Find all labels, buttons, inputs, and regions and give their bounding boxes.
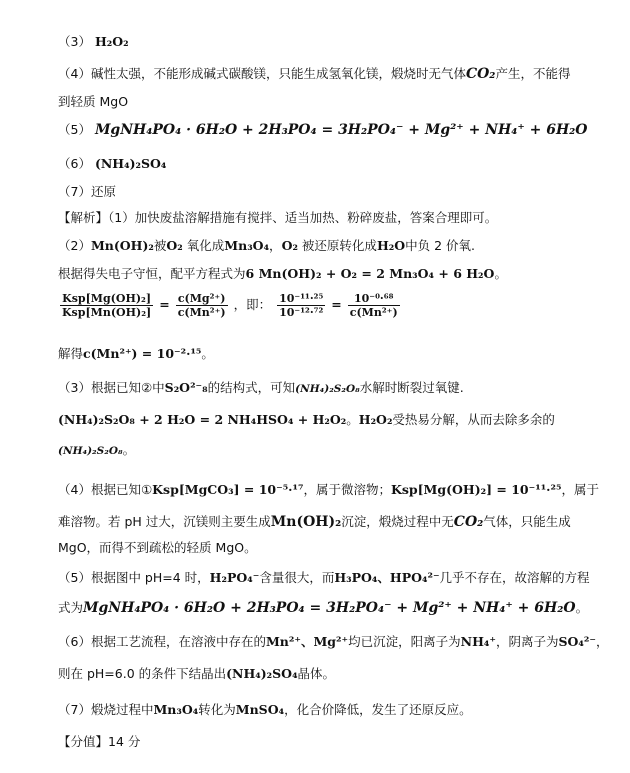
analysis-part-6: （6）根据工艺流程，在溶液中存在的Mn²⁺、Mg²⁺均已沉淀，阳离子为NH₄⁺，阴离子为SO₄²⁻， [58,634,609,649]
power-ratio-fraction: $\frac{\text{10⁻¹¹·²⁵}}{\text{10⁻¹²·⁷²}}$ [279,292,324,319]
analysis-part-5-equation: 式为MgNH₄PO₄ · 6H₂O + 2H₃PO₄ = 3H₂PO₄⁻ + Mg²⁺ + NH₄⁺ + 6H₂O。 [58,600,589,616]
score-value: 14 分 [108,734,141,749]
answer-7: （7）还原 [58,184,116,199]
analysis-part-2-fraction: $\frac{\text{Ksp[Mg(OH)₂]}}{\text{Ksp[Mn(OH)₂]}}$ = $\frac{\text{c(Mg²⁺)}}{\text{c(Mn²⁺)}}$ ，即： $\frac{\text{10⁻¹¹·²⁵}}{\text{10⁻¹²·⁷²}}$ = $\frac{\text{10⁻⁰·⁶⁸}}{\text{c(Mn²⁺)}}$ [62,292,398,319]
analysis-tag: 【解析】 [58,210,109,225]
analysis-part-6-cont: 则在 pH=6.0 的条件下结晶出(NH₄)₂SO₄晶体。 [58,666,336,681]
analysis-part-3-equation: (NH₄)₂S₂O₈ + 2 H₂O = 2 NH₄HSO₄ + H₂O₂。H₂O₂受热易分解，从而去除多余的 [58,412,555,427]
answer-6: （6） (NH₄)₂SO₄ [58,156,167,171]
analysis-part-2-result: 解得c(Mn²⁺) = 10⁻²·¹⁵。 [58,346,214,361]
analysis-part-5: （5）根据图中 pH=4 时，H₂PO₄⁻含量很大，而H₃PO₄、HPO₄²⁻几乎不存在，故溶解的方程 [58,570,590,585]
ksp-ratio-fraction: $\frac{\text{Ksp[Mg(OH)₂]}}{\text{Ksp[Mn(OH)₂]}}$ [62,292,152,319]
result-fraction: $\frac{\text{10⁻⁰·⁶⁸}}{\text{c(Mn²⁺)}}$ [349,292,398,319]
answer-5: （5） MgNH₄PO₄ · 6H₂O + 2H₃PO₄ = 3H₂PO₄⁻ + Mg²⁺ + NH₄⁺ + 6H₂O [58,122,588,138]
analysis-part-7: （7）煅烧过程中Mn₃O₄转化为MnSO₄，化合价降低，发生了还原反应。 [58,702,472,717]
concentration-ratio-fraction: $\frac{\text{c(Mg²⁺)}}{\text{c(Mn²⁺)}}$ [177,292,226,319]
analysis-part-4-cont: 难溶物。若 pH 过大，沉镁则主要生成Mn(OH)₂沉淀，煅烧过程中无CO₂气体，只能生成 [58,514,571,530]
analysis-part-3-cont: (NH₄)₂S₂O₈。 [58,442,136,457]
score-tag: 【分值】 [58,734,109,749]
analysis-part-4: （4）根据已知①Ksp[MgCO₃] = 10⁻⁵·¹⁷，属于微溶物；Ksp[Mg(OH)₂] = 10⁻¹¹·²⁵，属于 [58,482,599,497]
analysis-part-2-equation: 根据得失电子守恒，配平方程式为6 Mn(OH)₂ + O₂ = 2 Mn₃O₄ + 6 H₂O。 [58,266,507,281]
analysis-part-1: 【解析】（1）加快废盐溶解措施有搅拌、适当加热、粉碎废盐，答案合理即可。 [58,210,498,225]
answer-4-cont: 到轻质 MgO [58,94,129,109]
analysis-part-3: （3）根据已知②中S₂O²⁻₈的结构式，可知(NH₄)₂S₂O₈水解时断裂过氧键. [58,380,464,395]
analysis-part-4-end: MgO，而得不到疏松的轻质 MgO。 [58,540,257,555]
analysis-part-2: （2）Mn(OH)₂被O₂ 氧化成Mn₃O₄，O₂ 被还原转化成H₂O中负 2 价氧. [58,238,475,253]
answer-3: （3） H₂O₂ [58,34,129,49]
answer-4: （4）碱性太强，不能形成碱式碳酸镁，只能生成氢氧化镁，煅烧时无气体CO₂产生，不能得 [58,66,571,82]
score [58,732,140,752]
